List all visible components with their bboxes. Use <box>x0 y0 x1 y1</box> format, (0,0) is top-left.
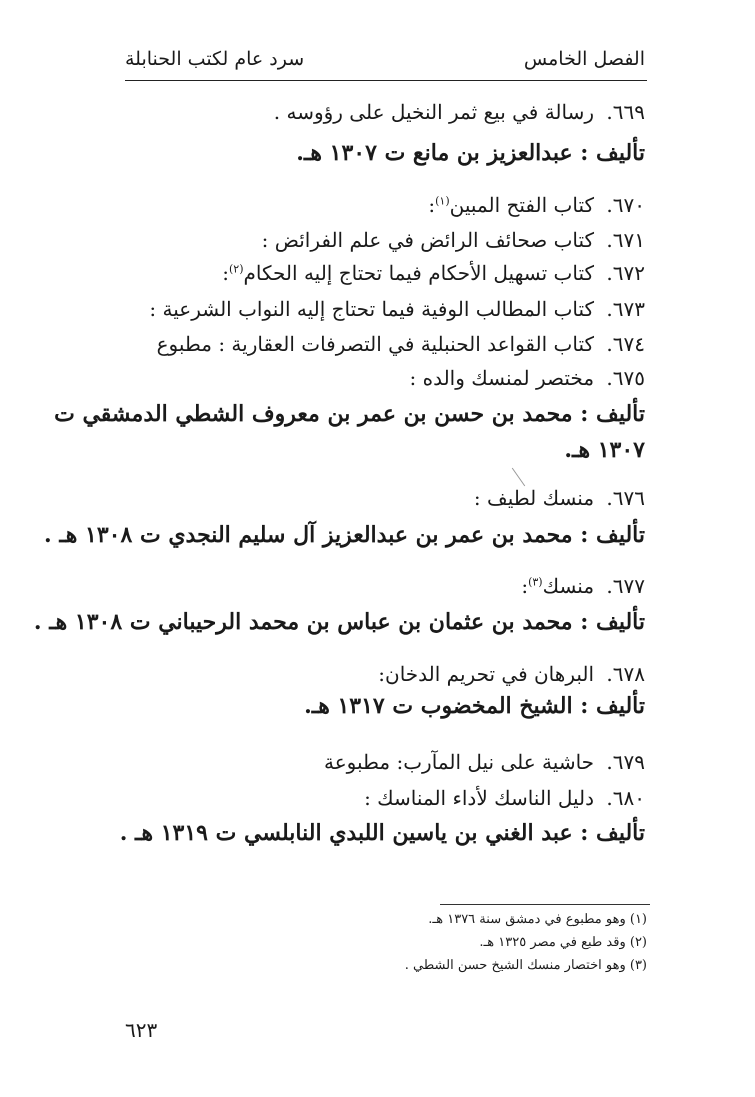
entry-title: كتاب صحائف الرائض في علم الفرائض : <box>261 228 595 252</box>
entry-title: حاشية على نيل المآرب: مطبوعة <box>323 750 595 774</box>
author-name: محمد بن عمر بن عبدالعزيز آل سليم النجدي ت ١٣٠٨ هـ . <box>44 522 573 548</box>
entry-tail: : <box>521 574 529 598</box>
author-prefix: تأليف : <box>580 820 645 846</box>
author-name: محمد بن حسن بن عمر بن معروف الشطي الدمشقي ت <box>54 401 573 427</box>
entry-number: ٦٧٧. <box>606 574 645 598</box>
author-line <box>304 693 645 719</box>
entry-title: كتاب المطالب الوفية فيما تحتاج إليه النواب الشرعية : <box>149 297 595 321</box>
entry-number: ٦٧٠. <box>606 193 645 217</box>
entry-title: دليل الناسك لأداء المناسك : <box>364 786 595 810</box>
entry-669 <box>274 100 645 124</box>
author-line <box>54 401 645 427</box>
entry-672 <box>222 261 645 285</box>
entry-671 <box>262 228 645 252</box>
author-prefix: تأليف : <box>580 609 645 635</box>
entry-676 <box>474 486 645 510</box>
entry-title: منسك لطيف : <box>473 486 595 510</box>
entry-tail: : <box>428 193 436 217</box>
entry-number: ٦٧٤. <box>606 332 645 356</box>
entry-title: رسالة في بيع ثمر النخيل على رؤوسه . <box>273 100 595 124</box>
entry-680 <box>364 786 645 810</box>
entry-number: ٦٧٥. <box>606 366 645 390</box>
entry-678 <box>378 662 645 686</box>
entry-677 <box>521 574 645 598</box>
author-prefix: تأليف : <box>580 522 645 548</box>
author-name: ١٣٠٧ هـ. <box>564 437 645 463</box>
stray-mark <box>512 468 525 487</box>
footnote-rule <box>440 904 650 905</box>
author-name: عبدالعزيز بن مانع ت ١٣٠٧ هـ. <box>296 140 573 166</box>
entry-670 <box>428 193 645 217</box>
running-header <box>125 40 645 78</box>
footnote-ref: (٢) <box>228 262 244 276</box>
entry-title: كتاب القواعد الحنبلية في التصرفات العقارية : مطبوع <box>156 332 595 356</box>
footnote-ref: (١) <box>435 194 450 208</box>
entry-title: منسك <box>542 574 595 598</box>
author-name: الشيخ المخضوب ت ١٣١٧ هـ. <box>304 693 573 719</box>
entry-title: كتاب تسهيل الأحكام فيما تحتاج إليه الحكام <box>243 261 595 285</box>
entry-679 <box>324 750 645 774</box>
author-prefix: تأليف : <box>580 140 645 166</box>
entry-673 <box>149 297 645 321</box>
page-number: ٦٢٣ <box>125 1018 158 1042</box>
chapter-title: الفصل الخامس <box>523 48 645 70</box>
entry-number: ٦٨٠. <box>606 786 645 810</box>
author-name: عبد الغني بن ياسين اللبدي النابلسي ت ١٣١٩ هـ . <box>119 820 573 846</box>
author-name: محمد بن عثمان بن عباس بن محمد الرحيباني ت ١٣٠٨ هـ . <box>33 609 573 635</box>
entry-number: ٦٧٦. <box>606 486 645 510</box>
author-prefix: تأليف : <box>580 401 645 427</box>
author-line <box>296 140 645 166</box>
author-line <box>34 609 645 635</box>
footnote-ref: (٣) <box>528 575 543 589</box>
entry-title: مختصر لمنسك والده : <box>409 366 595 390</box>
footnote-3: (٣) وهو اختصار منسك الشيخ حسن الشطي . <box>404 958 647 973</box>
entry-675 <box>410 366 645 390</box>
entry-number: ٦٧٨. <box>606 662 645 686</box>
header-rule <box>125 80 647 81</box>
entry-674 <box>157 332 645 356</box>
author-line <box>44 522 645 548</box>
entry-tail: : <box>222 261 229 285</box>
author-line-continued <box>564 437 645 463</box>
author-prefix: تأليف : <box>580 693 645 719</box>
footnote-2: (٢) وقد طبع في مصر ١٣٢٥ هـ. <box>479 935 647 950</box>
entry-number: ٦٦٩. <box>606 100 645 124</box>
author-line <box>120 820 645 846</box>
entry-number: ٦٧٩. <box>606 750 645 774</box>
entry-number: ٦٧١. <box>606 228 645 252</box>
section-title: سرد عام لكتب الحنابلة <box>125 48 305 70</box>
entry-number: ٦٧٢. <box>606 261 645 285</box>
footnote-1: (١) وهو مطبوع في دمشق سنة ١٣٧٦ هـ. <box>428 912 647 927</box>
entry-number: ٦٧٣. <box>606 297 645 321</box>
entry-title: البرهان في تحريم الدخان: <box>378 662 595 686</box>
entry-title: كتاب الفتح المبين <box>449 193 595 217</box>
